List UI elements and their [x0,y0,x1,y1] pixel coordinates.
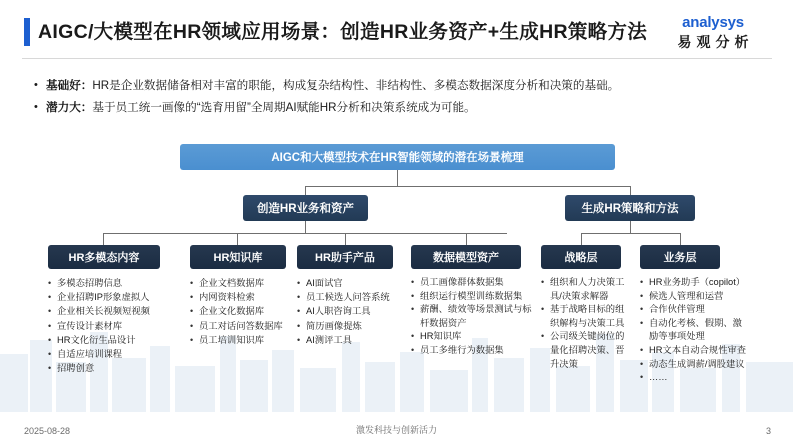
list-item: • 合作伙伴管理 [640,303,750,317]
header-divider [22,58,772,59]
list-item: • HR业务助手（copilot） [640,276,750,290]
list-item: • 员工多维行为数据集 [411,344,533,358]
connector [103,233,104,245]
list-item: • 组织和人力决策工具/决策求解器 [541,276,633,303]
connector [630,221,631,233]
page-number: 3 [765,426,771,436]
list-item: • HR文化衍生品设计 [48,333,178,347]
connector [305,221,306,233]
connector [581,233,582,245]
column-items-4 [541,276,633,371]
list-item: • HR知识库 [411,330,533,344]
list-item: • 组织运行模型训练数据集 [411,290,533,304]
list-item: • HR文本自动合规性审查 [640,344,750,358]
page-title: AIGC/大模型在HR领域应用场景：创造HR业务资产+生成HR策略方法 [38,21,648,43]
list-item: • 动态生成调薪/调股建议 [640,358,750,372]
bullet-label: 潜力大： [46,101,93,114]
list-item: • 简历画像提炼 [297,319,405,333]
column-items-5 [640,276,750,385]
column-header-3: 数据模型资产 [411,245,521,269]
bullet-list [34,76,774,120]
connector [466,233,467,245]
list-item: • 宣传设计素材库 [48,319,178,333]
list-item: • 候选人管理和运营 [640,290,750,304]
column-items-3 [411,276,533,358]
bullet-text: HR是企业数据储备相对丰富的职能，构成复杂结构性、非结构性、多模态数据深度分析和决策的基础。 [92,79,620,92]
list-item: • 企业招聘IP形象虚拟人 [48,290,178,304]
title-accent-bar [24,18,30,46]
column-items-0 [48,276,178,375]
bullet-dot-icon: • [34,101,38,113]
connector [397,170,398,186]
logo-subtitle: 易观分析 [677,34,754,50]
list-item: • 自适应培训课程 [48,347,178,361]
list-item: • AI面试官 [297,276,405,290]
logo-wordmark: analysys [682,14,744,31]
list-item: • 公司级关键岗位的量化招聘决策、晋升决策 [541,330,633,371]
column-header-5: 业务层 [640,245,720,269]
column-header-4: 战略层 [541,245,621,269]
list-item: • 员工画像群体数据集 [411,276,533,290]
footer-date: 2025-08-28 [24,426,71,436]
diagram-root-node: AIGC和大模型技术在HR智能领域的潜在场景梳理 [180,144,615,170]
connector [305,186,630,187]
column-header-2: HR助手产品 [297,245,393,269]
column-items-1 [190,276,295,347]
bullet-label: 基础好： [46,79,93,92]
column-header-1: HR知识库 [190,245,286,269]
bullet-text: 基于员工统一画像的“选育用留”全周期AI赋能HR分析和决策系统成为可能。 [92,101,476,114]
list-item: • 员工对话问答数据库 [190,319,295,333]
connector [345,233,346,245]
footer-slogan: 激发科技与创新活力 [355,425,437,435]
list-item: • AI测评工具 [297,333,405,347]
connector [103,233,507,234]
list-item: • 企业相关长视频短视频 [48,304,178,318]
connector [680,233,681,245]
connector [581,233,680,234]
list-item: • 基于战略目标的组织解构与决策工具 [541,303,633,330]
list-item: • 企业文化数据库 [190,304,295,318]
list-item: • AI人职咨询工具 [297,304,405,318]
diagram-branch-right: 生成HR策略和方法 [565,195,695,221]
column-header-0: HR多模态内容 [48,245,160,269]
list-item: • 招聘创意 [48,361,178,375]
bullet-dot-icon: • [34,79,38,91]
list-item: • 员工候选人问答系统 [297,290,405,304]
bullet-item [34,98,774,117]
list-item: • 多模态招聘信息 [48,276,178,290]
hierarchy-diagram [0,136,793,411]
diagram-branch-left: 创造HR业务和资产 [243,195,368,221]
column-items-2 [297,276,405,347]
list-item: • 企业文档数据库 [190,276,295,290]
list-item: • 薪酬、绩效等场景测试与标杆数据资产 [411,303,533,330]
bullet-item [34,76,774,95]
list-item: • 自动化考核、假期、激励等事项处理 [640,317,750,344]
list-item: • …… [640,371,750,385]
list-item: • 内网资料检索 [190,290,295,304]
connector [237,233,238,245]
list-item: • 员工培训知识库 [190,333,295,347]
brand-logo [653,14,773,52]
